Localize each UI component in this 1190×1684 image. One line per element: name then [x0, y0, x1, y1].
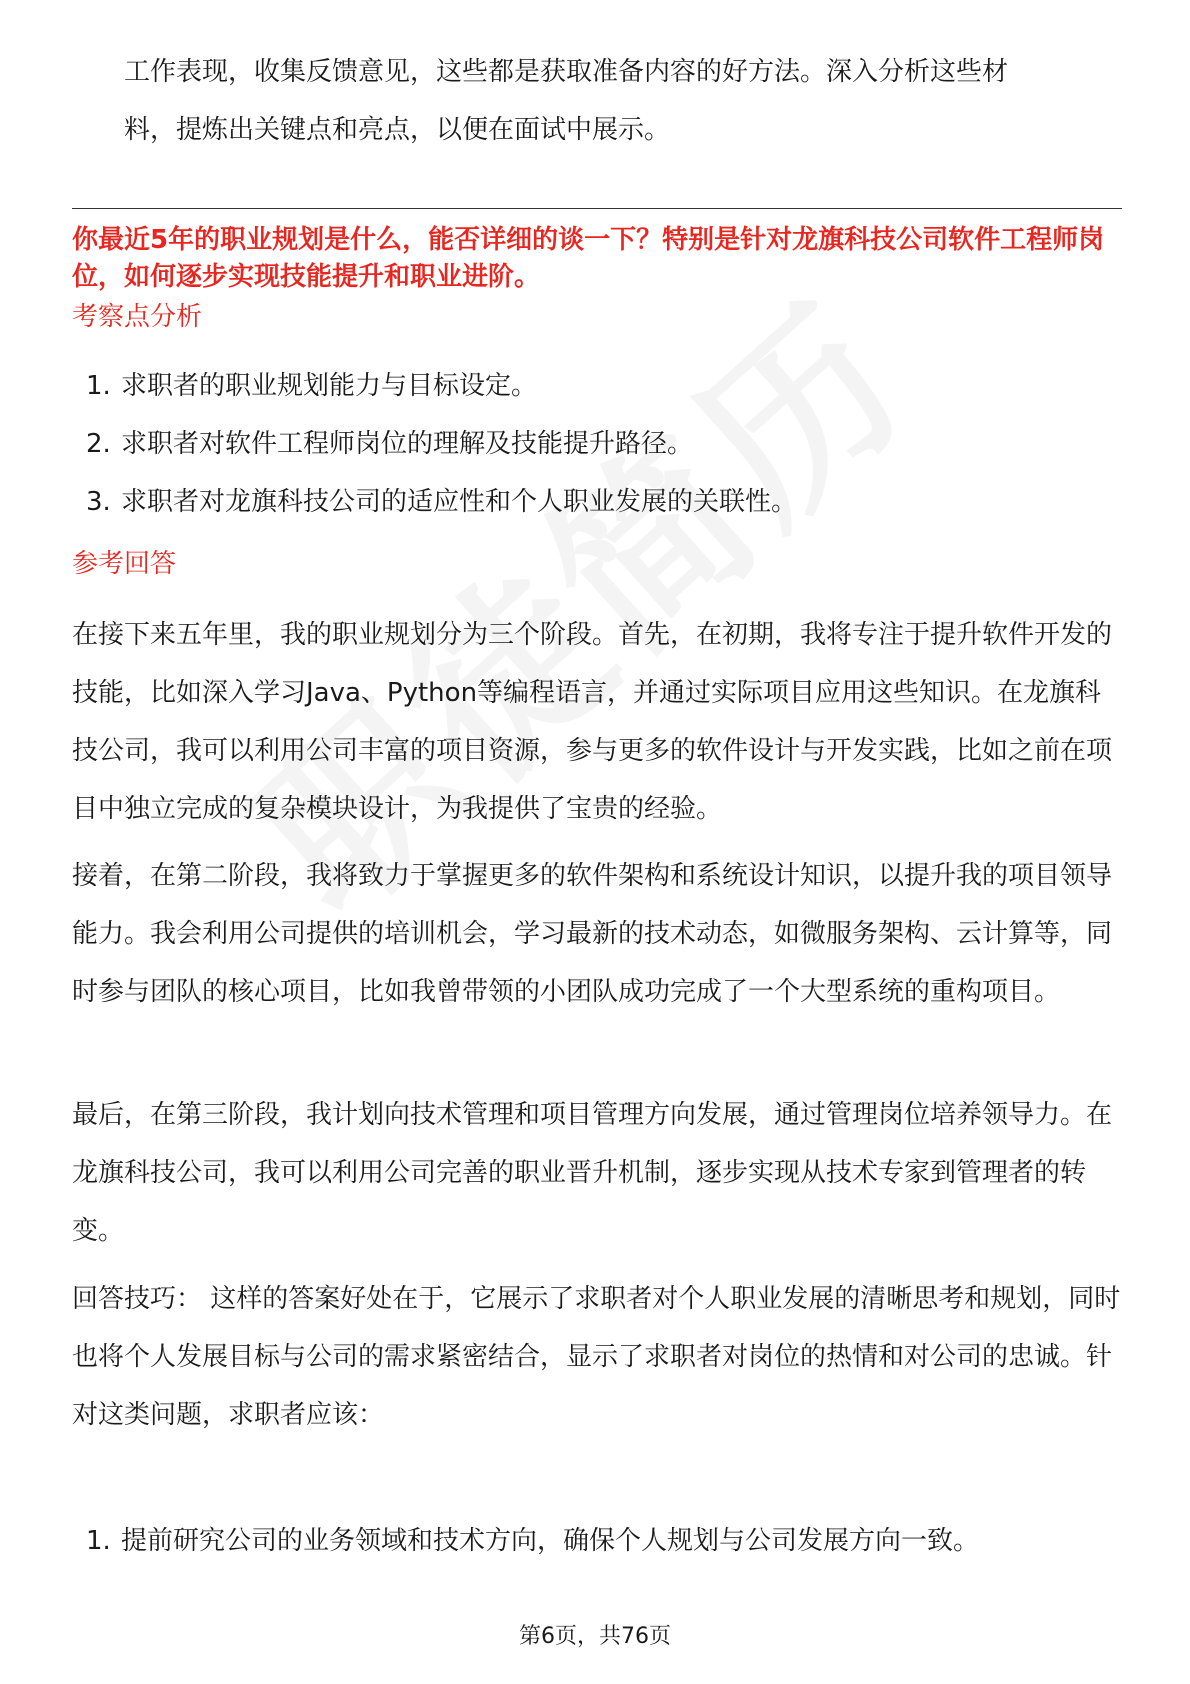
- top-paragraph-line-1: 工作表现，收集反馈意见，这些都是获取准备内容的好方法。深入分析这些材: [124, 57, 1009, 87]
- list-item: [86, 473, 1116, 531]
- list-item-number: 1.: [86, 371, 111, 401]
- analysis-list: [86, 357, 1116, 531]
- list-item: [86, 1512, 1116, 1570]
- section-divider: [72, 208, 1122, 209]
- tips-list: [86, 1512, 1116, 1570]
- top-paragraph: [72, 43, 1174, 159]
- answer-tips-paragraph: 回答技巧： 这样的答案好处在于，它展示了求职者对个人职业发展的清晰思考和规划，同时也将个人发展目标与公司的需求紧密结合，显示了求职者对岗位的热情和对公司的忠诚。针对这类问题，求职者应该：: [72, 1284, 1121, 1430]
- answer-heading: 参考回答: [72, 549, 177, 579]
- analysis-heading: 考察点分析: [72, 302, 203, 332]
- list-item-number: 1.: [86, 1526, 111, 1556]
- list-item-number: 3.: [86, 487, 111, 517]
- answer-paragraph-3: 最后，在第三阶段，我计划向技术管理和项目管理方向发展，通过管理岗位培养领导力。在龙旗科技公司，我可以利用公司完善的职业晋升机制，逐步实现从技术专家到管理者的转变。: [72, 1100, 1113, 1246]
- list-item-text: 求职者对软件工程师岗位的理解及技能提升路径。: [121, 429, 694, 459]
- list-item-text: 提前研究公司的业务领域和技术方向，确保个人规划与公司发展方向一致。: [121, 1526, 980, 1556]
- list-item-text: 求职者的职业规划能力与目标设定。: [121, 371, 538, 401]
- answer-paragraph-1: 在接下来五年里，我的职业规划分为三个阶段。首先，在初期，我将专注于提升软件开发的技能，比如深入学习Java、Python等编程语言，并通过实际项目应用这些知识。在龙旗科技公司，我可以利用公司丰富的项目资源，参与更多的软件设计与开发实践，比如之前在项目中独立完成的复杂模块设计，为我提供了宝贵的经验。: [72, 620, 1113, 824]
- answer-paragraph-2: 接着，在第二阶段，我将致力于掌握更多的软件架构和系统设计知识，以提升我的项目领导能力。我会利用公司提供的培训机会，学习最新的技术动态，如微服务架构、云计算等，同时参与团队的核心项目，比如我曾带领的小团队成功完成了一个大型系统的重构项目。: [72, 861, 1113, 1007]
- list-item-number: 2.: [86, 429, 111, 459]
- list-item-text: 求职者对龙旗科技公司的适应性和个人职业发展的关联性。: [121, 487, 798, 517]
- list-item: [86, 357, 1116, 415]
- interview-question: 你最近5年的职业规划是什么，能否详细的谈一下？特别是针对龙旗科技公司软件工程师岗位，如何逐步实现技能提升和职业进阶。: [72, 225, 1105, 292]
- list-item: [86, 415, 1116, 473]
- page-footer: 第6页，共76页: [519, 1624, 671, 1649]
- top-paragraph-line-2: 料，提炼出关键点和亮点，以便在面试中展示。: [124, 115, 671, 145]
